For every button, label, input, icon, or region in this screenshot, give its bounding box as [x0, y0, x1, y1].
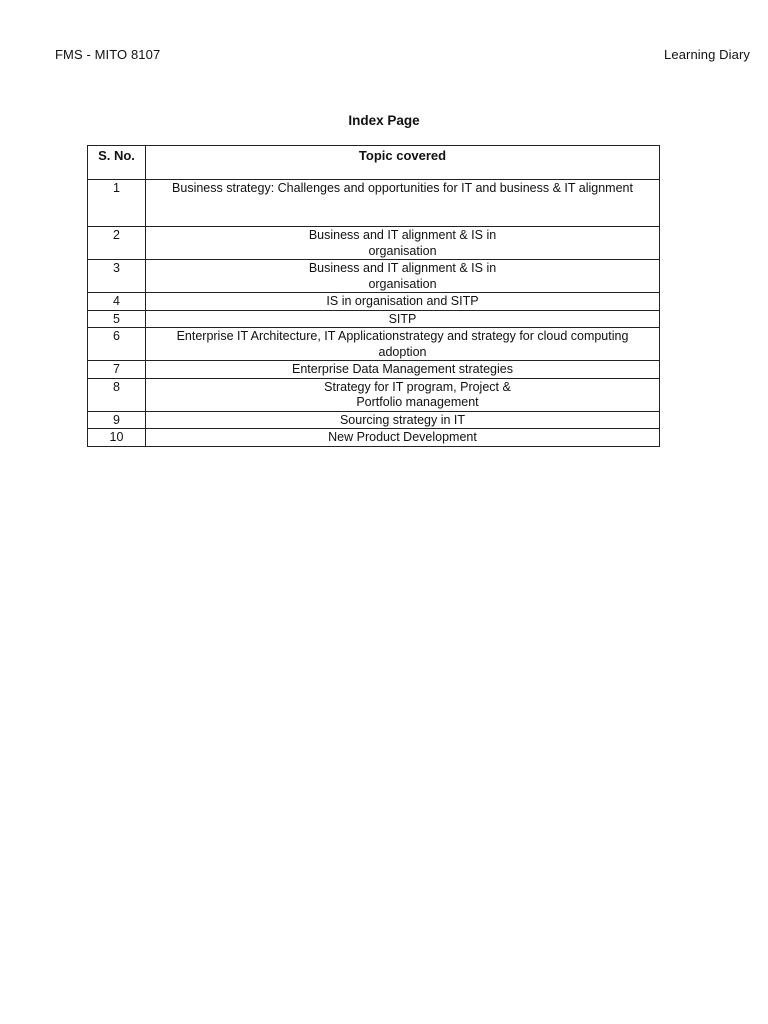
- row-sno: 5: [88, 310, 146, 328]
- header-document-type: Learning Diary: [664, 47, 750, 62]
- row-sno: 10: [88, 429, 146, 447]
- column-header-topic: Topic covered: [146, 146, 660, 180]
- header-course-code: FMS - MITO 8107: [55, 47, 161, 62]
- table-row: [88, 429, 660, 447]
- row-sno: 3: [88, 260, 146, 293]
- column-header-sno: S. No.: [88, 146, 146, 180]
- table-row: [88, 293, 660, 311]
- row-topic: IS in organisation and SITP: [146, 293, 660, 311]
- row-topic: Business and IT alignment & IS in organisation: [146, 260, 660, 293]
- row-topic: SITP: [146, 310, 660, 328]
- row-sno: 2: [88, 227, 146, 260]
- row-sno: 6: [88, 328, 146, 361]
- table-row: [88, 180, 660, 227]
- row-topic: Enterprise Data Management strategies: [146, 361, 660, 379]
- table-row: [88, 378, 660, 411]
- table-header-row: [88, 146, 660, 180]
- index-table: [87, 145, 660, 447]
- page-title: Index Page: [348, 113, 420, 128]
- row-topic: Strategy for IT program, Project & Portfolio management: [146, 378, 660, 411]
- table-row: [88, 227, 660, 260]
- table-row: [88, 310, 660, 328]
- table-row: [88, 411, 660, 429]
- row-topic: New Product Development: [146, 429, 660, 447]
- row-topic: Business strategy: Challenges and opportunities for IT and business & IT alignment: [146, 180, 660, 227]
- row-sno: 7: [88, 361, 146, 379]
- row-topic: Enterprise IT Architecture, IT Applicationstrategy and strategy for cloud computing adoption: [146, 328, 660, 361]
- row-sno: 1: [88, 180, 146, 227]
- table-row: [88, 361, 660, 379]
- row-sno: 4: [88, 293, 146, 311]
- row-topic: Business and IT alignment & IS in organisation: [146, 227, 660, 260]
- row-sno: 8: [88, 378, 146, 411]
- table-row: [88, 328, 660, 361]
- row-topic: Sourcing strategy in IT: [146, 411, 660, 429]
- row-sno: 9: [88, 411, 146, 429]
- table-row: [88, 260, 660, 293]
